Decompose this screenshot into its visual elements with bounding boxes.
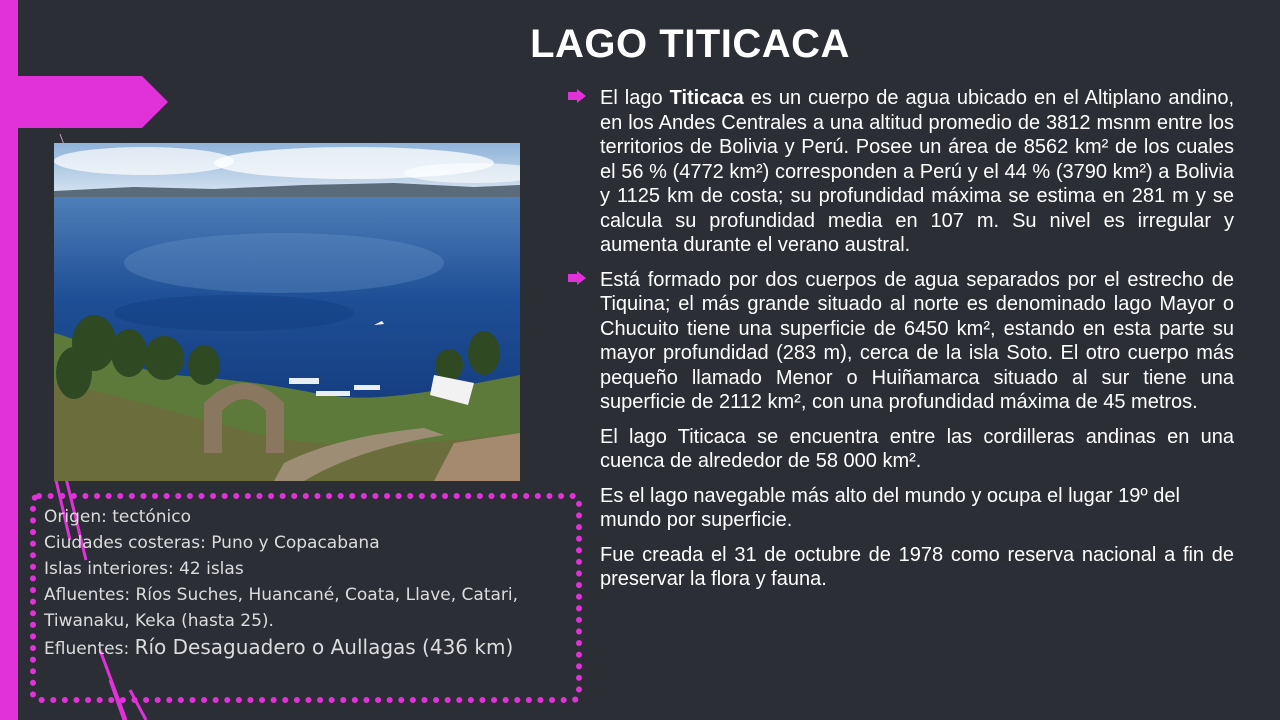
paragraph-2: [568, 268, 1234, 415]
paragraph-3-text: El lago Titicaca se encuentra entre las cordilleras andinas en una cuenca de alrededor de 58 000 km².: [600, 425, 1234, 472]
fact-afluentes: Afluentes: Ríos Suches, Huancané, Coata, Llave, Catari, Tiwanaku, Keka (hasta 25).: [44, 585, 519, 631]
lake-facts: [44, 504, 554, 662]
fact-islas: Islas interiores: 42 islas: [44, 559, 244, 579]
fact-efluentes: [44, 634, 554, 662]
paragraph-5: [568, 543, 1234, 592]
fact-efluentes-value: Río Desaguadero o Aullagas (436 km): [134, 635, 514, 659]
paragraph-4: [568, 484, 1234, 533]
paragraph-1: [568, 86, 1234, 258]
fact-ciudades: Ciudades costeras: Puno y Copacabana: [44, 533, 380, 553]
paragraph-5-text: Fue creada el 31 de octubre de 1978 como reserva nacional a fin de preservar la flora y fauna.: [600, 543, 1234, 590]
pink-arrow-bullet-icon: [568, 271, 586, 285]
pink-arrow-bullet-icon: [568, 89, 586, 103]
description: [568, 86, 1234, 602]
slide-title: LAGO TITICACA: [530, 22, 850, 66]
paragraph-4-text: Es el lago navegable más alto del mundo y ocupa el lugar 19º del mundo por superficie.: [600, 484, 1180, 531]
title-pennant-arrow: [0, 76, 168, 128]
paragraph-1-post: es un cuerpo de agua ubicado en el Altiplano andino, en los Andes Centrales a una altitud promedio de 3812 msnm entre los territorios de Bolivia y Perú. Posee un área de 8562 km² de los cuales el 56 % (4772 km²) corresponden a Perú y el 44 % (3790 km²) a Bolivia y 1125 km de costa; su profundidad máxima se estima en 281 m y se calcula su profundidad media en 107 m. Su nivel es irregular y aumenta durante el verano austral.: [600, 87, 1234, 256]
fact-efluentes-label: Efluentes:: [44, 639, 135, 659]
paragraph-2-text: Está formado por dos cuerpos de agua separados por el estrecho de Tiquina; el más grande situado al norte es denominado lago Mayor o Chucuito tiene una superficie de 6450 km², estando en esta parte su mayor profundidad (283 m), cerca de la isla Soto. El otro cuerpo más pequeño llamado Menor o Huiñamarca situado al sur tiene una superficie de 2112 km², con una profundidad máxima de 45 metros.: [600, 268, 1234, 413]
paragraph-1-bold: Titicaca: [669, 87, 744, 109]
paragraph-3: [568, 425, 1234, 474]
lake-titicaca-photo: [54, 143, 520, 481]
fact-origen: Origen: tectónico: [44, 507, 192, 527]
paragraph-1-pre: El lago: [600, 87, 670, 109]
